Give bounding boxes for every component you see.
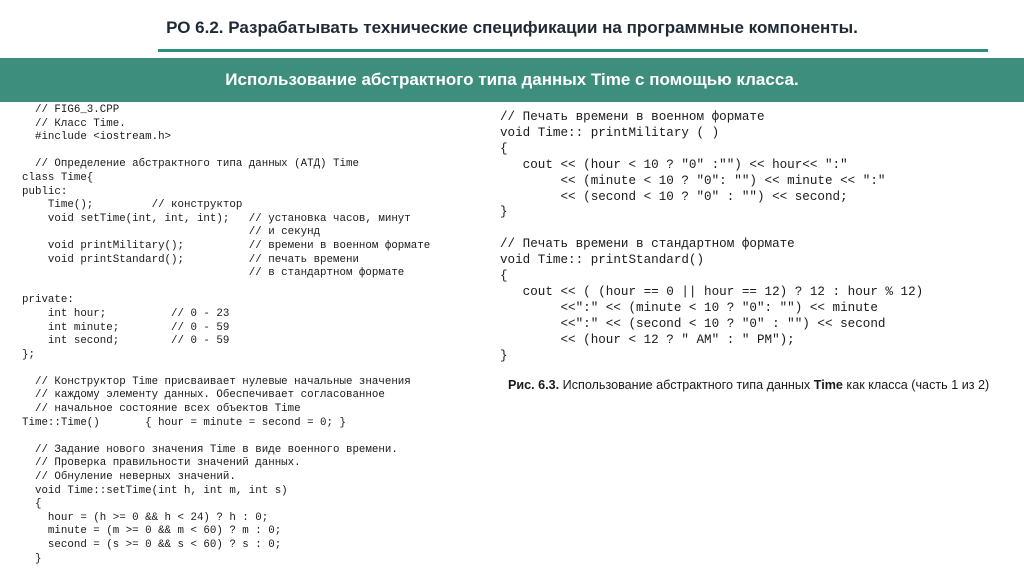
figure-caption bbox=[508, 378, 989, 392]
section-band bbox=[0, 58, 1024, 102]
figure-caption-text: Использование абстрактного типа данных bbox=[562, 378, 811, 392]
code-listing-right: // Печать времени в военном формате void Time:: printMilitary ( ) { cout << (hour < 10 ? "0" :"") << hour<< ":" << (minute < 10 ? "0": "") << minute << ":" << (second < 10 ? "0" : "") << second; } // Печать времени в стандартном формате void Time:: printStandard() { cout << ( (hour == 0 || hour == 12) ? 12 : hour % 12) <<":" << (minute < 10 ? "0": "") << minute <<":" << (second < 10 ? "0" : "") << second << (hour < 12 ? " AM" : " PM"); } bbox=[500, 110, 924, 363]
title-underline bbox=[158, 49, 988, 52]
figure-caption-suffix: как класса (часть 1 из 2) bbox=[846, 378, 990, 392]
figure-caption-keyword: Time bbox=[813, 378, 843, 392]
code-listing-left: // FIG6_3.CPP // Класс Time. #include <iostream.h> // Определение абстрактного типа данных (АТД) Time class Time{ public: Time(); // конструктор void setTime(int, int, int); // установка часов, минут // и секунд void printMilitary(); // времени в военном формате void printStandard(); // печать времени // в стандартном формате private: int hour; // 0 - 23 int minute; // 0 - 59 int second; // 0 - 59 }; // Конструктор Time присваивает нулевые начальные значения // каждому элементу данных. Обеспечивает согласованное // начальное состояние всех объектов Time Time::Time() { hour = minute = second = 0; } // Задание нового значения Time в виде военного времени. // Проверка правильности значений данных. // Обнуление неверных значений. void Time::setTime(int h, int m, int s) { hour = (h >= 0 && h < 24) ? h : 0; minute = (m >= 0 && m < 60) ? m : 0; second = (s >= 0 && s < 60) ? s : 0; } bbox=[22, 104, 431, 565]
figure-label: Рис. 6.3. bbox=[508, 378, 560, 392]
section-band-text: Использование абстрактного типа данных Time с помощью класса. bbox=[225, 70, 799, 89]
slide-title: РО 6.2. Разрабатывать технические спецификации на программные компоненты. bbox=[166, 18, 858, 37]
